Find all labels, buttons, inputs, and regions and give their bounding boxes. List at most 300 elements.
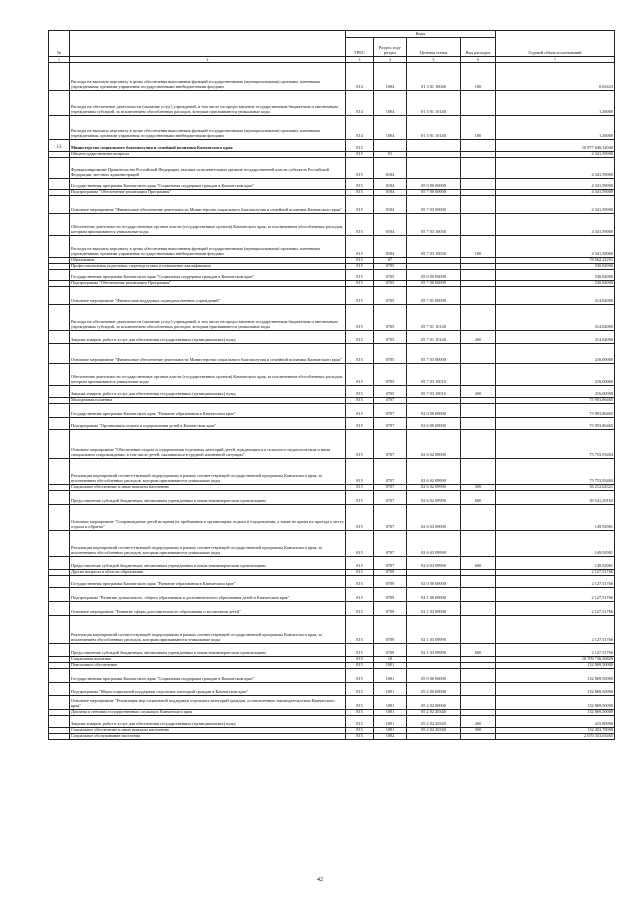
row-grbs: 815 bbox=[346, 331, 374, 344]
row-expense-type: 200 bbox=[461, 716, 496, 728]
row-target-article: 02 6 03 00000 bbox=[407, 505, 461, 531]
row-grbs: 815 bbox=[346, 644, 374, 657]
row-section: 10 bbox=[374, 657, 407, 663]
row-grbs: 815 bbox=[346, 386, 374, 398]
row-amount: 216,00000 bbox=[496, 364, 615, 386]
row-target-article: 02 1 03 00000 bbox=[407, 602, 461, 616]
row-name: Обеспечение деятельности государственных органов власти (государственных органов) Камчатского края, за исключением обособленных расходов, которым присваиваются уникальные коды bbox=[70, 214, 346, 236]
row-name: Реализация мероприятий соответствующей подпрограммы в рамках соответствующей государственной программы Камчатского края, за исключением обособленных расходов, которым присваиваются уникальные коды bbox=[70, 459, 346, 485]
row-section: 1004 bbox=[374, 91, 407, 116]
row-grbs: 815 bbox=[346, 531, 374, 557]
row-name: Расходы на обеспечение деятельности (оказание услуг) учреждений, в том числе на предоставление государственным бюджетным и автономным учреждениям субсидий, за исключением обособленных расходов, которым присваиваются уникальные коды bbox=[70, 91, 346, 116]
row-section: 1001 bbox=[374, 710, 407, 716]
row-expense-type: 200 bbox=[461, 386, 496, 398]
row-name: Социальная политика bbox=[70, 657, 346, 663]
row-name: Основное мероприятие "Сопровождение детей во время их пребывания в организациях отдыха и оздоровления, а также во время их проезда к месту отдыха и обратно" bbox=[70, 505, 346, 531]
row-section: 0705 bbox=[374, 281, 407, 287]
row-section: 0705 bbox=[374, 270, 407, 281]
row-amount: 0,65423 bbox=[496, 63, 615, 91]
row-target-article: 05 2 00 00000 bbox=[407, 683, 461, 696]
row-target-article: 01 3 01 10040 bbox=[407, 63, 461, 91]
row-target-article: 01 3 01 10140 bbox=[407, 116, 461, 140]
row-grbs: 815 bbox=[346, 669, 374, 683]
row-amount: 149,92981 bbox=[496, 505, 615, 531]
table-row bbox=[49, 364, 615, 386]
row-number bbox=[49, 418, 70, 430]
row-target-article: 02 6 03 09990 bbox=[407, 531, 461, 557]
table-row bbox=[49, 616, 615, 644]
row-amount: 4 341,59000 bbox=[496, 158, 615, 179]
row-name: Государственная программа Камчатского края "Социальная поддержка граждан в Камчатском крае" bbox=[70, 270, 346, 281]
row-target-article: 05 2 02 20340 bbox=[407, 716, 461, 728]
row-number bbox=[49, 644, 70, 657]
header-expense-type: Вид расходов bbox=[461, 38, 496, 57]
row-name: Основное мероприятие "Обеспечение отдыха и оздоровления отдельных категорий детей, нуждающихся в психолого-педагогическом и ином специальном сопровождении, в том числе детей, оказавшихся в трудной жизненной ситуации" bbox=[70, 430, 346, 459]
row-grbs: 815 bbox=[346, 430, 374, 459]
row-expense-type bbox=[461, 531, 496, 557]
row-grbs: 815 bbox=[346, 140, 374, 152]
row-section: 0705 bbox=[374, 264, 407, 270]
row-name: Общегосударственные вопросы bbox=[70, 152, 346, 158]
budget-table bbox=[48, 30, 615, 740]
row-target-article: 05 7 03 10010 bbox=[407, 386, 461, 398]
row-grbs: 815 bbox=[346, 683, 374, 696]
column-number-label: 2 bbox=[70, 57, 346, 63]
row-grbs: 815 bbox=[346, 616, 374, 644]
row-target-article: 05 7 01 10140 bbox=[407, 331, 461, 344]
row-section: 07 bbox=[374, 258, 407, 264]
row-amount: 2 127,51766 bbox=[496, 588, 615, 602]
row-section: 0709 bbox=[374, 570, 407, 576]
column-number-label: 7 bbox=[496, 57, 615, 63]
row-number bbox=[49, 602, 70, 616]
table-row bbox=[49, 179, 615, 190]
row-number bbox=[49, 576, 70, 588]
row-section: 1001 bbox=[374, 683, 407, 696]
row-number bbox=[49, 270, 70, 281]
row-number bbox=[49, 287, 70, 305]
row-number bbox=[49, 491, 70, 505]
row-amount: 4 341,59000 bbox=[496, 214, 615, 236]
row-name: Государственная программа Камчатского края "Социальная поддержка граждан в Камчатском крае" bbox=[70, 669, 346, 683]
row-target-article: 02 6 00 00000 bbox=[407, 418, 461, 430]
row-section: 0709 bbox=[374, 588, 407, 602]
row-section: 1002 bbox=[374, 734, 407, 740]
row-grbs: 815 bbox=[346, 179, 374, 190]
row-expense-type: 100 bbox=[461, 236, 496, 258]
row-amount: 2 670 353,63465 bbox=[496, 734, 615, 740]
row-name: Предоставление субсидий бюджетным, автономным учреждениям и иным некоммерческим организациям bbox=[70, 644, 346, 657]
table-row bbox=[49, 644, 615, 657]
column-number-label: 1 bbox=[49, 57, 70, 63]
row-section: 01 bbox=[374, 152, 407, 158]
row-amount: 2 127,51766 bbox=[496, 602, 615, 616]
page-number: 42 bbox=[317, 877, 323, 883]
row-amount: 2 127,51766 bbox=[496, 576, 615, 588]
row-expense-type bbox=[461, 364, 496, 386]
row-expense-type bbox=[461, 459, 496, 485]
row-amount: 132 869,50000 bbox=[496, 663, 615, 669]
row-target-article: 02 6 02 09990 bbox=[407, 459, 461, 485]
row-amount: 75 903,86465 bbox=[496, 398, 615, 404]
table-row bbox=[49, 505, 615, 531]
row-name: Основное мероприятие "Финансовое обеспечение деятельности Министерства социального благополучия и семейной политики Камчатского края" bbox=[70, 196, 346, 214]
table-row bbox=[49, 716, 615, 728]
row-number bbox=[49, 344, 70, 364]
row-amount: 10 709 736,50829 bbox=[496, 657, 615, 663]
row-number bbox=[49, 531, 70, 557]
row-grbs: 815 bbox=[346, 485, 374, 491]
row-number bbox=[49, 505, 70, 531]
row-name: Государственная программа Камчатского края "Социальная поддержка граждан в Камчатском крае" bbox=[70, 179, 346, 190]
row-amount: 4 341,59000 bbox=[496, 179, 615, 190]
row-name: Основное мероприятие "Развитие сферы дополнительного образования и воспитания детей" bbox=[70, 602, 346, 616]
row-section: 0707 bbox=[374, 398, 407, 404]
row-amount: 149,92981 bbox=[496, 531, 615, 557]
row-section: 0707 bbox=[374, 459, 407, 485]
row-name: Социальное обеспечение и иные выплаты населению bbox=[70, 485, 346, 491]
table-row bbox=[49, 459, 615, 485]
row-grbs: 815 bbox=[346, 236, 374, 258]
row-expense-type bbox=[461, 683, 496, 696]
row-number bbox=[49, 557, 70, 570]
row-target-article bbox=[407, 140, 461, 152]
row-name: Реализация мероприятий соответствующей подпрограммы в рамках соответствующей государственной программы Камчатского края, за исключением обособленных расходов, которым присваиваются уникальные коды bbox=[70, 616, 346, 644]
row-section: 0705 bbox=[374, 331, 407, 344]
row-amount: 530,84000 bbox=[496, 281, 615, 287]
table-row bbox=[49, 386, 615, 398]
table-body bbox=[49, 63, 615, 740]
row-number bbox=[49, 459, 70, 485]
row-number bbox=[49, 669, 70, 683]
row-grbs: 815 bbox=[346, 398, 374, 404]
row-name: Предоставление субсидий бюджетным, автономным учреждениям и иным некоммерческим организациям bbox=[70, 557, 346, 570]
row-name: Государственная программа Камчатского края "Развитие образования в Камчатском крае" bbox=[70, 576, 346, 588]
row-target-article: 05 7 01 00000 bbox=[407, 287, 461, 305]
row-section: 1001 bbox=[374, 669, 407, 683]
row-number bbox=[49, 305, 70, 331]
row-amount: 36 212,64321 bbox=[496, 485, 615, 491]
table-row bbox=[49, 270, 615, 281]
row-section bbox=[374, 140, 407, 152]
row-grbs: 815 bbox=[346, 264, 374, 270]
header-name bbox=[70, 31, 346, 57]
row-amount: 1,26000 bbox=[496, 91, 615, 116]
row-expense-type: 300 bbox=[461, 485, 496, 491]
row-grbs: 815 bbox=[346, 418, 374, 430]
row-name: Пенсионное обеспечение bbox=[70, 663, 346, 669]
row-expense-type bbox=[461, 734, 496, 740]
row-target-article: 02 6 02 00000 bbox=[407, 430, 461, 459]
row-target-article: 01 3 01 10140 bbox=[407, 91, 461, 116]
table-row bbox=[49, 91, 615, 116]
row-grbs: 815 bbox=[346, 505, 374, 531]
row-section: 1004 bbox=[374, 116, 407, 140]
row-section: 0104 bbox=[374, 214, 407, 236]
row-grbs: 815 bbox=[346, 728, 374, 734]
row-amount: 4 341,59000 bbox=[496, 236, 615, 258]
row-number bbox=[49, 430, 70, 459]
row-number bbox=[49, 734, 70, 740]
row-name: Реализация мероприятий соответствующей подпрограммы в рамках соответствующей государственной программы Камчатского края, за исключением обособленных расходов, которым присваиваются уникальные коды bbox=[70, 531, 346, 557]
row-target-article: 05 0 00 00000 bbox=[407, 179, 461, 190]
row-section: 0707 bbox=[374, 491, 407, 505]
row-name: Профессиональная подготовка, переподготовка и повышение квалификации bbox=[70, 264, 346, 270]
header-number: № bbox=[49, 31, 70, 57]
row-section: 0709 bbox=[374, 616, 407, 644]
row-name: Социальное обслуживание населения bbox=[70, 734, 346, 740]
row-number bbox=[49, 696, 70, 710]
row-grbs: 815 bbox=[346, 734, 374, 740]
row-number bbox=[49, 331, 70, 344]
row-amount: 530,84000 bbox=[496, 270, 615, 281]
row-name: Доплаты к пенсиям государственных служащих Камчатского края bbox=[70, 710, 346, 716]
row-target-article: 05 7 00 00000 bbox=[407, 190, 461, 196]
row-number bbox=[49, 116, 70, 140]
row-grbs: 815 bbox=[346, 710, 374, 716]
row-target-article bbox=[407, 734, 461, 740]
header-grbs: ГРБС bbox=[346, 38, 374, 57]
row-target-article: 02 1 00 00000 bbox=[407, 588, 461, 602]
row-name: Основное мероприятие "Реализация мер социальной поддержки отдельных категорий граждан, установленных законодательством Камчатского края" bbox=[70, 696, 346, 710]
row-target-article: 05 2 02 00000 bbox=[407, 696, 461, 710]
row-section: 0707 bbox=[374, 505, 407, 531]
row-amount: 2 127,51766 bbox=[496, 644, 615, 657]
row-name: Подпрограмма "Обеспечение реализации Программы" bbox=[70, 281, 346, 287]
row-amount: 2 127,51766 bbox=[496, 616, 615, 644]
row-expense-type: 600 bbox=[461, 557, 496, 570]
row-expense-type bbox=[461, 158, 496, 179]
row-amount: 75 903,86465 bbox=[496, 418, 615, 430]
row-amount: 314,84000 bbox=[496, 305, 615, 331]
table-row bbox=[49, 196, 615, 214]
row-grbs: 815 bbox=[346, 657, 374, 663]
column-number-label: 3 bbox=[346, 57, 374, 63]
table-row bbox=[49, 214, 615, 236]
row-section: 0707 bbox=[374, 404, 407, 418]
row-amount: 10 877 640,32040 bbox=[496, 140, 615, 152]
row-number bbox=[49, 63, 70, 91]
table-row bbox=[49, 63, 615, 91]
table-row bbox=[49, 557, 615, 570]
row-target-article: 05 7 03 00000 bbox=[407, 344, 461, 364]
row-section: 0705 bbox=[374, 344, 407, 364]
table-row bbox=[49, 669, 615, 683]
table-row bbox=[49, 158, 615, 179]
row-amount: 216,00000 bbox=[496, 386, 615, 398]
row-name: Закупка товаров, работ и услуг для обеспечения государственных (муниципальных) нужд bbox=[70, 331, 346, 344]
row-section: 0707 bbox=[374, 485, 407, 491]
table-row bbox=[49, 287, 615, 305]
row-section: 0104 bbox=[374, 158, 407, 179]
row-amount: 75 903,86465 bbox=[496, 404, 615, 418]
row-grbs: 814 bbox=[346, 116, 374, 140]
row-expense-type bbox=[461, 344, 496, 364]
row-amount: 4 341,59000 bbox=[496, 196, 615, 214]
row-section: 0707 bbox=[374, 418, 407, 430]
row-amount: 2 127,51766 bbox=[496, 570, 615, 576]
row-target-article: 02 1 03 09990 bbox=[407, 644, 461, 657]
row-amount: 75 753,93484 bbox=[496, 459, 615, 485]
row-expense-type: 300 bbox=[461, 728, 496, 734]
row-name: Закупка товаров, работ и услуг для обеспечения государственных (муниципальных) нужд bbox=[70, 716, 346, 728]
row-name: Обеспечение деятельности государственных органов власти (государственных органов) Камчатского края, за исключением обособленных расходов, которым присваиваются уникальные коды bbox=[70, 364, 346, 386]
row-target-article: 02 1 03 09990 bbox=[407, 616, 461, 644]
row-expense-type bbox=[461, 305, 496, 331]
column-number-label: 4 bbox=[374, 57, 407, 63]
row-expense-type bbox=[461, 616, 496, 644]
row-amount: 4 341,59000 bbox=[496, 190, 615, 196]
row-grbs: 814 bbox=[346, 91, 374, 116]
row-grbs: 815 bbox=[346, 287, 374, 305]
row-target-article: 05 0 00 00000 bbox=[407, 270, 461, 281]
table-row bbox=[49, 696, 615, 710]
row-amount: 78 562,22291 bbox=[496, 258, 615, 264]
row-number bbox=[49, 91, 70, 116]
row-grbs: 815 bbox=[346, 576, 374, 588]
row-number bbox=[49, 616, 70, 644]
row-grbs: 815 bbox=[346, 344, 374, 364]
row-section: 1001 bbox=[374, 663, 407, 669]
row-grbs: 815 bbox=[346, 196, 374, 214]
row-name: Расходы на выплаты персоналу в целях обеспечения выполнения функций государственными (муниципальными) органами, казенными учреждениями, органами управления государственными внебюджетными фондами bbox=[70, 63, 346, 91]
row-name: Государственная программа Камчатского края "Развитие образования в Камчатском крае" bbox=[70, 404, 346, 418]
row-expense-type bbox=[461, 588, 496, 602]
row-grbs: 815 bbox=[346, 716, 374, 728]
row-grbs: 815 bbox=[346, 588, 374, 602]
row-expense-type bbox=[461, 270, 496, 281]
row-target-article: 05 7 03 10010 bbox=[407, 364, 461, 386]
row-number bbox=[49, 716, 70, 728]
row-name: Расходы на выплаты персоналу в целях обеспечения выполнения функций государственными (муниципальными) органами, казенными учреждениями, органами управления государственными внебюджетными фондами bbox=[70, 236, 346, 258]
row-amount: 39 541,29163 bbox=[496, 491, 615, 505]
row-amount: 415,80000 bbox=[496, 716, 615, 728]
table-row bbox=[49, 531, 615, 557]
row-name: Расходы на обеспечение деятельности (оказание услуг) учреждений, в том числе на предоставление государственным бюджетным и автономным учреждениям субсидий, за исключением обособленных расходов, которым присваиваются уникальные коды bbox=[70, 305, 346, 331]
row-expense-type: 600 bbox=[461, 644, 496, 657]
row-amount: 1,26000 bbox=[496, 116, 615, 140]
row-amount: 132 869,50000 bbox=[496, 683, 615, 696]
row-section: 1004 bbox=[374, 63, 407, 91]
row-grbs: 815 bbox=[346, 557, 374, 570]
row-expense-type: 100 bbox=[461, 116, 496, 140]
row-section: 0707 bbox=[374, 557, 407, 570]
row-target-article: 05 2 02 20340 bbox=[407, 728, 461, 734]
table-row bbox=[49, 404, 615, 418]
row-amount: 4 341,59000 bbox=[496, 152, 615, 158]
row-grbs: 815 bbox=[346, 214, 374, 236]
row-grbs: 815 bbox=[346, 305, 374, 331]
row-number bbox=[49, 196, 70, 214]
header-target-article: Целевая статья bbox=[407, 38, 461, 57]
row-expense-type bbox=[461, 418, 496, 430]
table-row bbox=[49, 418, 615, 430]
row-expense-type bbox=[461, 669, 496, 683]
header-total: Годовой объем ассигнований bbox=[496, 31, 615, 57]
row-number bbox=[49, 683, 70, 696]
table-row bbox=[49, 491, 615, 505]
row-expense-type bbox=[461, 179, 496, 190]
row-section: 0104 bbox=[374, 196, 407, 214]
row-grbs: 815 bbox=[346, 281, 374, 287]
row-grbs: 815 bbox=[346, 404, 374, 418]
row-section: 0709 bbox=[374, 602, 407, 616]
table-row bbox=[49, 576, 615, 588]
row-amount: 132 869,50000 bbox=[496, 710, 615, 716]
row-amount: 530,84000 bbox=[496, 264, 615, 270]
row-target-article: 02 6 03 09990 bbox=[407, 557, 461, 570]
row-name: Образование bbox=[70, 258, 346, 264]
row-section: 1001 bbox=[374, 716, 407, 728]
row-grbs: 815 bbox=[346, 602, 374, 616]
row-amount: 132 869,50000 bbox=[496, 696, 615, 710]
row-expense-type: 200 bbox=[461, 331, 496, 344]
row-expense-type bbox=[461, 404, 496, 418]
row-expense-type bbox=[461, 576, 496, 588]
row-section: 0707 bbox=[374, 430, 407, 459]
row-target-article: 02 6 02 09990 bbox=[407, 485, 461, 491]
table-row bbox=[49, 305, 615, 331]
row-target-article: 05 2 02 20340 bbox=[407, 710, 461, 716]
row-expense-type bbox=[461, 140, 496, 152]
row-number: 13 bbox=[49, 140, 70, 152]
row-target-article: 02 0 00 00000 bbox=[407, 404, 461, 418]
row-target-article: 05 7 01 10140 bbox=[407, 305, 461, 331]
column-number-label: 6 bbox=[461, 57, 496, 63]
row-target-article: 02 6 02 09990 bbox=[407, 491, 461, 505]
row-section: 0705 bbox=[374, 364, 407, 386]
row-section: 0709 bbox=[374, 576, 407, 588]
row-name: Министерство социального благополучия и семейной политики Камчатского края bbox=[70, 140, 346, 152]
row-amount: 314,84000 bbox=[496, 287, 615, 305]
row-amount: 132 453,70000 bbox=[496, 728, 615, 734]
row-name: Подпрограмма "Обеспечение реализации Программы" bbox=[70, 190, 346, 196]
row-name: Функционирование Правительства Российской Федерации, высших исполнительных органов государственной власти субъектов Российской Федерации, местных администраций bbox=[70, 158, 346, 179]
row-grbs: 815 bbox=[346, 491, 374, 505]
table-row bbox=[49, 683, 615, 696]
row-section: 0705 bbox=[374, 305, 407, 331]
row-number bbox=[49, 404, 70, 418]
row-expense-type bbox=[461, 696, 496, 710]
row-expense-type bbox=[461, 505, 496, 531]
row-target-article bbox=[407, 158, 461, 179]
row-section: 0104 bbox=[374, 190, 407, 196]
row-target-article: 05 7 03 00000 bbox=[407, 196, 461, 214]
column-number-label: 5 bbox=[407, 57, 461, 63]
row-section: 0709 bbox=[374, 644, 407, 657]
row-number bbox=[49, 386, 70, 398]
row-expense-type: 100 bbox=[461, 63, 496, 91]
row-grbs: 815 bbox=[346, 258, 374, 264]
row-target-article: 05 7 00 00000 bbox=[407, 281, 461, 287]
table-row bbox=[49, 588, 615, 602]
table-row bbox=[49, 236, 615, 258]
row-amount: 314,84000 bbox=[496, 331, 615, 344]
table-row bbox=[49, 734, 615, 740]
row-grbs: 815 bbox=[346, 364, 374, 386]
row-section: 0707 bbox=[374, 531, 407, 557]
table-row bbox=[49, 602, 615, 616]
row-expense-type bbox=[461, 196, 496, 214]
row-grbs: 814 bbox=[346, 63, 374, 91]
row-grbs: 815 bbox=[346, 459, 374, 485]
header-codes: Коды bbox=[346, 31, 496, 38]
row-name: Другие вопросы в области образования bbox=[70, 570, 346, 576]
row-expense-type bbox=[461, 602, 496, 616]
row-number bbox=[49, 364, 70, 386]
row-number bbox=[49, 214, 70, 236]
row-expense-type bbox=[461, 287, 496, 305]
